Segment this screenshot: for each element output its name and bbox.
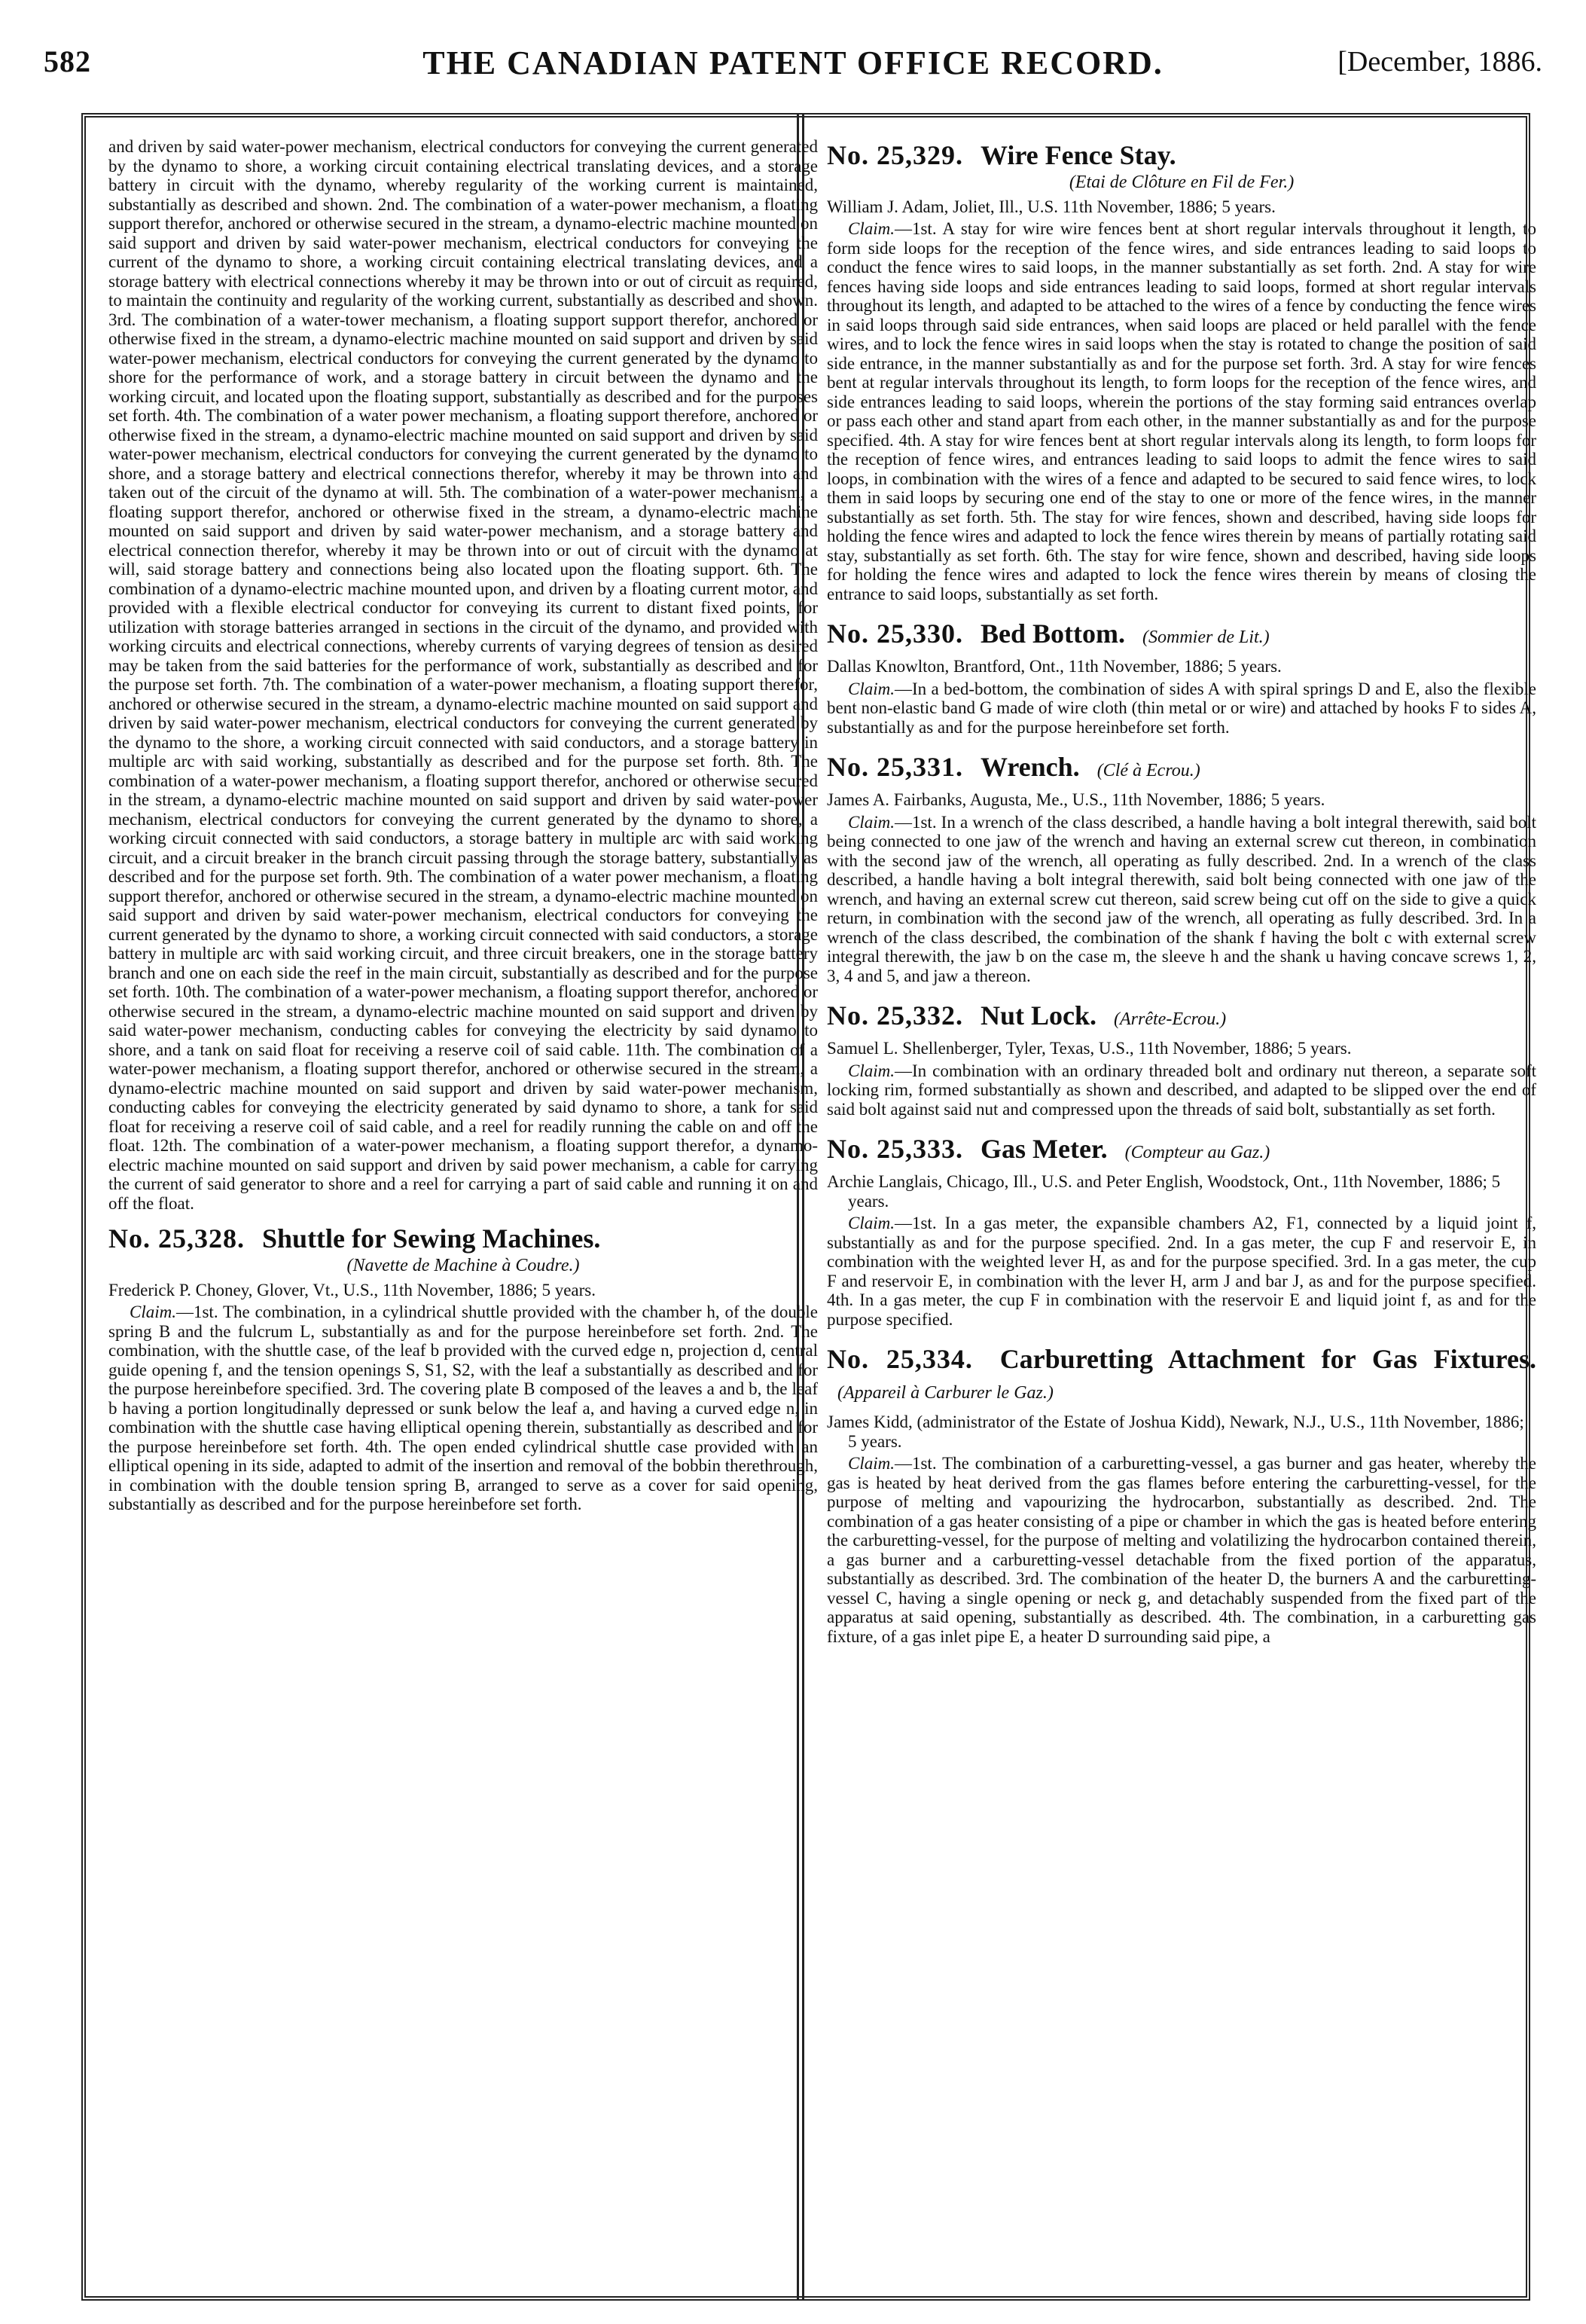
left-column <box>108 137 818 2292</box>
patent-number: No. 25,331. <box>827 752 963 782</box>
inventor-line: Frederick P. Choney, Glover, Vt., U.S., 11th November, 1886; 5 years. <box>108 1280 596 1299</box>
claim-label: Claim. <box>130 1302 176 1321</box>
french-title: (Appareil à Carburer le Gaz.) <box>837 1383 1054 1403</box>
issue-date: [December, 1886. <box>1337 46 1542 78</box>
patent-title: Wire Fence Stay. <box>981 140 1176 170</box>
claim-paragraph <box>108 1302 818 1514</box>
patent-number: No. 25,334. <box>827 1344 973 1374</box>
french-title: (Arrête-Ecrou.) <box>1114 1009 1227 1029</box>
claim-text: —1st. The combination, in a cylindrical shuttle provided with the chamber h, of the double spring B and the fulcrum L, substantially as and for the purpose hereinbefore set forth. 2nd. The combination, with the shuttle case, of the leaf b provided with the curved edge n, projection d, central guide opening f, and the tension openings S, S1, S2, with the leaf a substantially as described and for the purpose hereinbefore specified. 3rd. The covering plate B composed of the leaves a and b, the leaf b having a portion longitudinally depressed or sunk below the leaf a, and having a curved edge n, in combination with the shuttle case having elliptical opening therein, substantially as described and for the purpose hereinbefore set forth. 4th. The open ended cylindrical shuttle case provided with an elliptical opening in its side, adapted to admit of the insertion and removal of the bobbin therethrough, in combination with the double tension spring B, arranged to serve as a cover for said opening, substantially as described and for the purpose hereinbefore set forth. <box>108 1302 818 1513</box>
claim-label: Claim. <box>848 812 895 832</box>
patent-title: Wrench. <box>981 752 1080 782</box>
patent-number: No. 25,329. <box>827 140 963 170</box>
journal-title: THE CANADIAN PATENT OFFICE RECORD. <box>422 44 1164 81</box>
claim-text: —1st. In a gas meter, the expansible chambers A2, F1, connected by a liquid joint f, substantially as and for the purpose specified. 2nd. In a gas meter, the cup F and reservoir E, in combination with the weighted lever H, as and for the purpose specified. 3rd. In a gas meter, the cup F and reservoir E, in combination with the lever H, arm J and bar J, as and for the purpose specified. 4th. In a gas meter, the cup F in combination with the reservoir E and liquid joint f, as and for the purpose specified. <box>827 1214 1536 1329</box>
entry-heading <box>827 618 1536 652</box>
patent-entry-25333 <box>827 1134 1536 1329</box>
entry-heading <box>827 752 1536 786</box>
patent-entry-25331 <box>827 752 1536 985</box>
french-title: (Clé à Ecrou.) <box>1096 761 1200 780</box>
patent-number: No. 25,333. <box>827 1134 963 1164</box>
patent-entry-25334 <box>827 1344 1536 1646</box>
patent-title: Carburetting Attachment for Gas Fixtures. <box>999 1344 1536 1374</box>
patent-number: No. 25,332. <box>827 1000 963 1031</box>
claim-label: Claim. <box>848 1454 895 1473</box>
claim-paragraph <box>827 1214 1536 1329</box>
entry-heading <box>827 1344 1536 1408</box>
claim-paragraph <box>827 1061 1536 1119</box>
french-title: (Navette de Machine à Coudre.) <box>346 1256 580 1275</box>
inventor-line: William J. Adam, Joliet, Ill., U.S. 11th November, 1886; 5 years. <box>827 197 1276 216</box>
continued-claim-text: and driven by said water-power mechanism, electrical conductors for conveying the current generated by the dynamo to shore, a working circuit containing electrical translating devices, and a storage battery in circuit with the dynamo, whereby regularity of the working current is maintained, substantially as described and shown. 2nd. The combination of a water-power mechanism, a floating support therefor, anchored or otherwise secured in the stream, a dynamo-electric machine mounted on said support and driven by said water-power mechanism, electrical conductors for conveying the current of the dynamo to shore, a working circuit containing electrical translating devices, and a storage battery with electrical connections whereby it may be thrown into or out of circuit as required, to maintain the continuity and regularity of the working current, substantially as described and shown. 3rd. The combination of a water-tower mechanism, a floating support support therefor, anchored or otherwise fixed in the stream, a dynamo-electric machine mounted on said support and driven by said water-power mechanism, electrical conductors for conveying the current generated by the dynamo to shore for the performance of work, and a storage battery in circuit between the dynamo and the working circuit, and located upon the floating support, substantially as described and for the purposes set forth. 4th. The combination of a water power mechanism, a floating support therefore, anchored or otherwise fixed in the stream, a dynamo-electric machine mounted on said support and driven by said water-power mechanism, electrical conductors for conveying the current generated by the dynamo to shore, and a storage battery and electrical connections therefor, whereby it may be thrown into and taken out of the circuit of the dynamo at will. 5th. The combination of a water-power mechanism, a floating support therefor, anchored or otherwise fixed in the stream, a dynamo-electric machine mounted on said support and driven by said water-power mechanism, and a storage battery and electrical connection therefor, whereby it may be thrown into or out of circuit with the dynamo at will, said storage battery and connections being also located upon the floating support. 6th. The combination of a dynamo-electric machine mounted upon, and driven by a floating current motor, and provided with a flexible electrical conductor for conveying its current to distant fixed points, for utilization with storage batteries arranged in sections in the circuit of the dynamo, and provided with working circuits and electrical connections, whereby currents of varying degrees of tension as desired may be taken from the said batteries for the performance of work, substantially as described and for the purpose set forth. 7th. The combination of a water-power mechanism, a floating support therefor, anchored or otherwise secured in the stream, a dynamo-electric machine mounted on said support and driven by said water-power mechanism, electrical conductors for conveying the current generated by the dynamo to the shore, a working circuit connected with said conductors, and a storage battery in multiple arc with said working, substantially as described and for the purpose set forth. 8th. The combination of a water-power mechanism, a floating support therefor, anchored or otherwise secured in the stream, a dynamo-electric machine mounted on said support and driven by said water-power mechanism, electrical conductors for conveying the current generated by the dynamo to shore, a working circuit connected with said conductors, a storage battery in multiple arc with said working circuit, and a circuit breaker in the branch circuit passing through the storage battery, substantially as described and for the purpose set forth. 9th. The combination of a water power mechanism, a floating support therefor, anchored or otherwise secured in the stream, a dynamo-electric machine mounted on said support and driven by said water-power mechanism, electrical conductors for conveying the current generated by the dynamo to shore, a working circuit connected with said conductors, a storage battery in multiple arc with said working circuit, and three circuit breakers, one in the storage battery branch and one on each side the reef in the main circuit, substantially as described and for the purpose set forth. 10th. The combination of a water-power mechanism, a floating support therefor, anchored or otherwise secured in the stream, a dynamo-electric machine mounted on said support and driven by said water-power mechanism, conducting cables for conveying the electricity by said dynamo to shore, and a tank on said float for receiving a reserve coil of said cable. 11th. The combination of a water-power mechanism, a floating support therefor, anchored or otherwise secured in the stream, a dynamo-electric machine mounted on said support and driven by said water-power mechanism, conducting cables for conveying the electricity generated by said dynamo to shore, a tank for said float for receiving a reserve coil of said cable, and a reel for readily running the cable on and off the float. 12th. The combination of a water-power mechanism, a floating support therefor, a dynamo-electric machine mounted on said support and driven by said power mechanism, a cable for carrying the current of said generator to shore and a reel for carrying a part of said cable and running it on and off the float. <box>108 137 818 1213</box>
entry-heading <box>108 1223 818 1254</box>
patent-entry-25329 <box>827 140 1536 603</box>
patent-entry-25328 <box>108 1223 818 1514</box>
inventor-line: James Kidd, (administrator of the Estate of Joshua Kidd), Newark, N.J., U.S., 11th November, 1886; 5 years. <box>827 1412 1524 1451</box>
page-number: 582 <box>44 44 91 78</box>
patent-title: Nut Lock. <box>981 1000 1097 1031</box>
claim-paragraph <box>827 219 1536 603</box>
patent-number: No. 25,328. <box>108 1223 245 1254</box>
patent-title: Gas Meter. <box>981 1134 1108 1164</box>
claim-paragraph <box>827 813 1536 986</box>
claim-label: Claim. <box>848 1214 895 1232</box>
patent-title: Bed Bottom. <box>981 618 1125 649</box>
claim-text: —1st. In a wrench of the class described, a handle having a bolt integral therewith, said bolt being connected to one jaw of the wrench and having an external screw cut thereon, in combination with the second jaw of the wrench, all operating as fully described. 2nd. In a wrench of the class described, a handle having a bolt integral therewith, said bolt being connected with one jaw of the wrench, and having an external screw cut thereon, said screw being cut off on the side to give a quick return, in combination with the second jaw of the wrench, all operating as fully described. 3rd. In a wrench of the class described, the combination of the shank f having the bolt c with external screw integral therewith, the jaw b on the case m, the sleeve h and the shank u having concave screws 1, 2, 3, 4 and 5, and jaw a thereon. <box>827 812 1536 985</box>
claim-text: —1st. The combination of a carburetting-vessel, a gas burner and gas heater, whereby the gas is heated by heat derived from the gas flames before entering the carburetting-vessel, for the purpose of melting and vapourizing the hydrocarbon, substantially as described. 2nd. The combination of a gas heater consisting of a pipe or chamber in which the gas is heated before entering the carburetting-vessel, for the purpose of melting and volatilizing the hydrocarbon contained therein, a gas burner and a carburetting-vessel detachable from the fixed portion of the apparatus, substantially as described. 3rd. The combination of the heater D, the burners A and the carburetting-vessel C, having a single opening or neck g, and detachably suspended from the fixed part of the apparatus at said opening, substantially as described. 4th. The combination, in a carburetting gas fixture, of a gas inlet pipe E, a heater D surrounding said pipe, a <box>827 1454 1536 1646</box>
patent-entry-25332 <box>827 1000 1536 1119</box>
inventor-line: Samuel L. Shellenberger, Tyler, Texas, U.S., 11th November, 1886; 5 years. <box>827 1039 1352 1058</box>
entry-heading <box>827 1000 1536 1034</box>
claim-label: Claim. <box>848 219 895 238</box>
patent-number: No. 25,330. <box>827 618 963 649</box>
claim-text: —1st. A stay for wire wire fences bent at short regular intervals throughout it length, to form side loops for the reception of the fence wires, and side entrances leading to said loops to conduct the fence wires to said loops, in the manner substantially as set forth. 2nd. A stay for wire fences having side loops and side entrances leading to said loops, formed at short regular intervals throughout its length, and adapted to be attached to the wires of a fence by conducting the fence wires in said loops through said side entrances, when said loops are placed or held parallel with the fence wires, and to lock the fence wires in said loops when the stay is rotated to change the position of said side entrance, in the manner substantially as and for the purpose set forth. 3rd. A stay for wire fences bent at regular intervals throughout its length, to form loops for the reception of the fence wires, and side entrances leading to said loops, wherein the portions of the stay forming said entrances overlap or pass each other and stand apart from each other, in the manner substantially as and for the purpose specified. 4th. A stay for wire fences bent at short regular intervals along its length, to form loops for the reception of fence wires, and entrances leading to said loops to admit the fence wires to said loops, in combination with the wires of a fence and adapted to be secured to said fence wires, to lock them in said loops by securing one end of the stay to one or more of the fence wires, in the manner substantially as set forth. 5th. The stay for wire fences, shown and described, having side loops for holding the fence wires and adapted to lock the fence wires therein by means of partially rotating said stay, substantially as set forth. 6th. The stay for wire fence, shown and described, having side loops for holding the fence wires and adapted to lock the fence wires therein by means of closing the entrance to said loops, substantially as set forth. <box>827 219 1536 603</box>
french-title: (Sommier de Lit.) <box>1142 628 1270 647</box>
patent-title: Shuttle for Sewing Machines. <box>262 1223 601 1254</box>
page-header <box>44 44 1542 96</box>
inventor-line: Archie Langlais, Chicago, Ill., U.S. and Peter English, Woodstock, Ont., 11th November, 1886; 5 years. <box>827 1172 1501 1211</box>
patent-entry-25330 <box>827 618 1536 737</box>
french-title: (Compteur au Gaz.) <box>1124 1143 1270 1162</box>
inventor-line: Dallas Knowlton, Brantford, Ont., 11th November, 1886; 5 years. <box>827 657 1282 676</box>
entry-heading <box>827 140 1536 170</box>
claim-label: Claim. <box>848 679 895 698</box>
claim-paragraph <box>827 1454 1536 1646</box>
inventor-line: James A. Fairbanks, Augusta, Me., U.S., 11th November, 1886; 5 years. <box>827 790 1325 809</box>
claim-text: —In combination with an ordinary threaded bolt and ordinary nut thereon, a separate soft locking rim, formed substantially as shown and described, and adapted to be slipped over the end of said bolt against said nut and compressed upon the threads of said bolt, substantially as set forth. <box>827 1061 1536 1119</box>
claim-label: Claim. <box>848 1061 895 1080</box>
entry-heading <box>827 1134 1536 1168</box>
right-column <box>827 137 1536 2292</box>
claim-text: —In a bed-bottom, the combination of sides A with spiral springs D and E, also the flexible bent non-elastic band G made of wire cloth (thin metal or or wire) and attached by hooks F to sides A, substantially as and for the purpose hereinbefore set forth. <box>827 679 1536 737</box>
french-title: (Etai de Clôture en Fil de Fer.) <box>1069 173 1295 192</box>
claim-paragraph <box>827 679 1536 738</box>
